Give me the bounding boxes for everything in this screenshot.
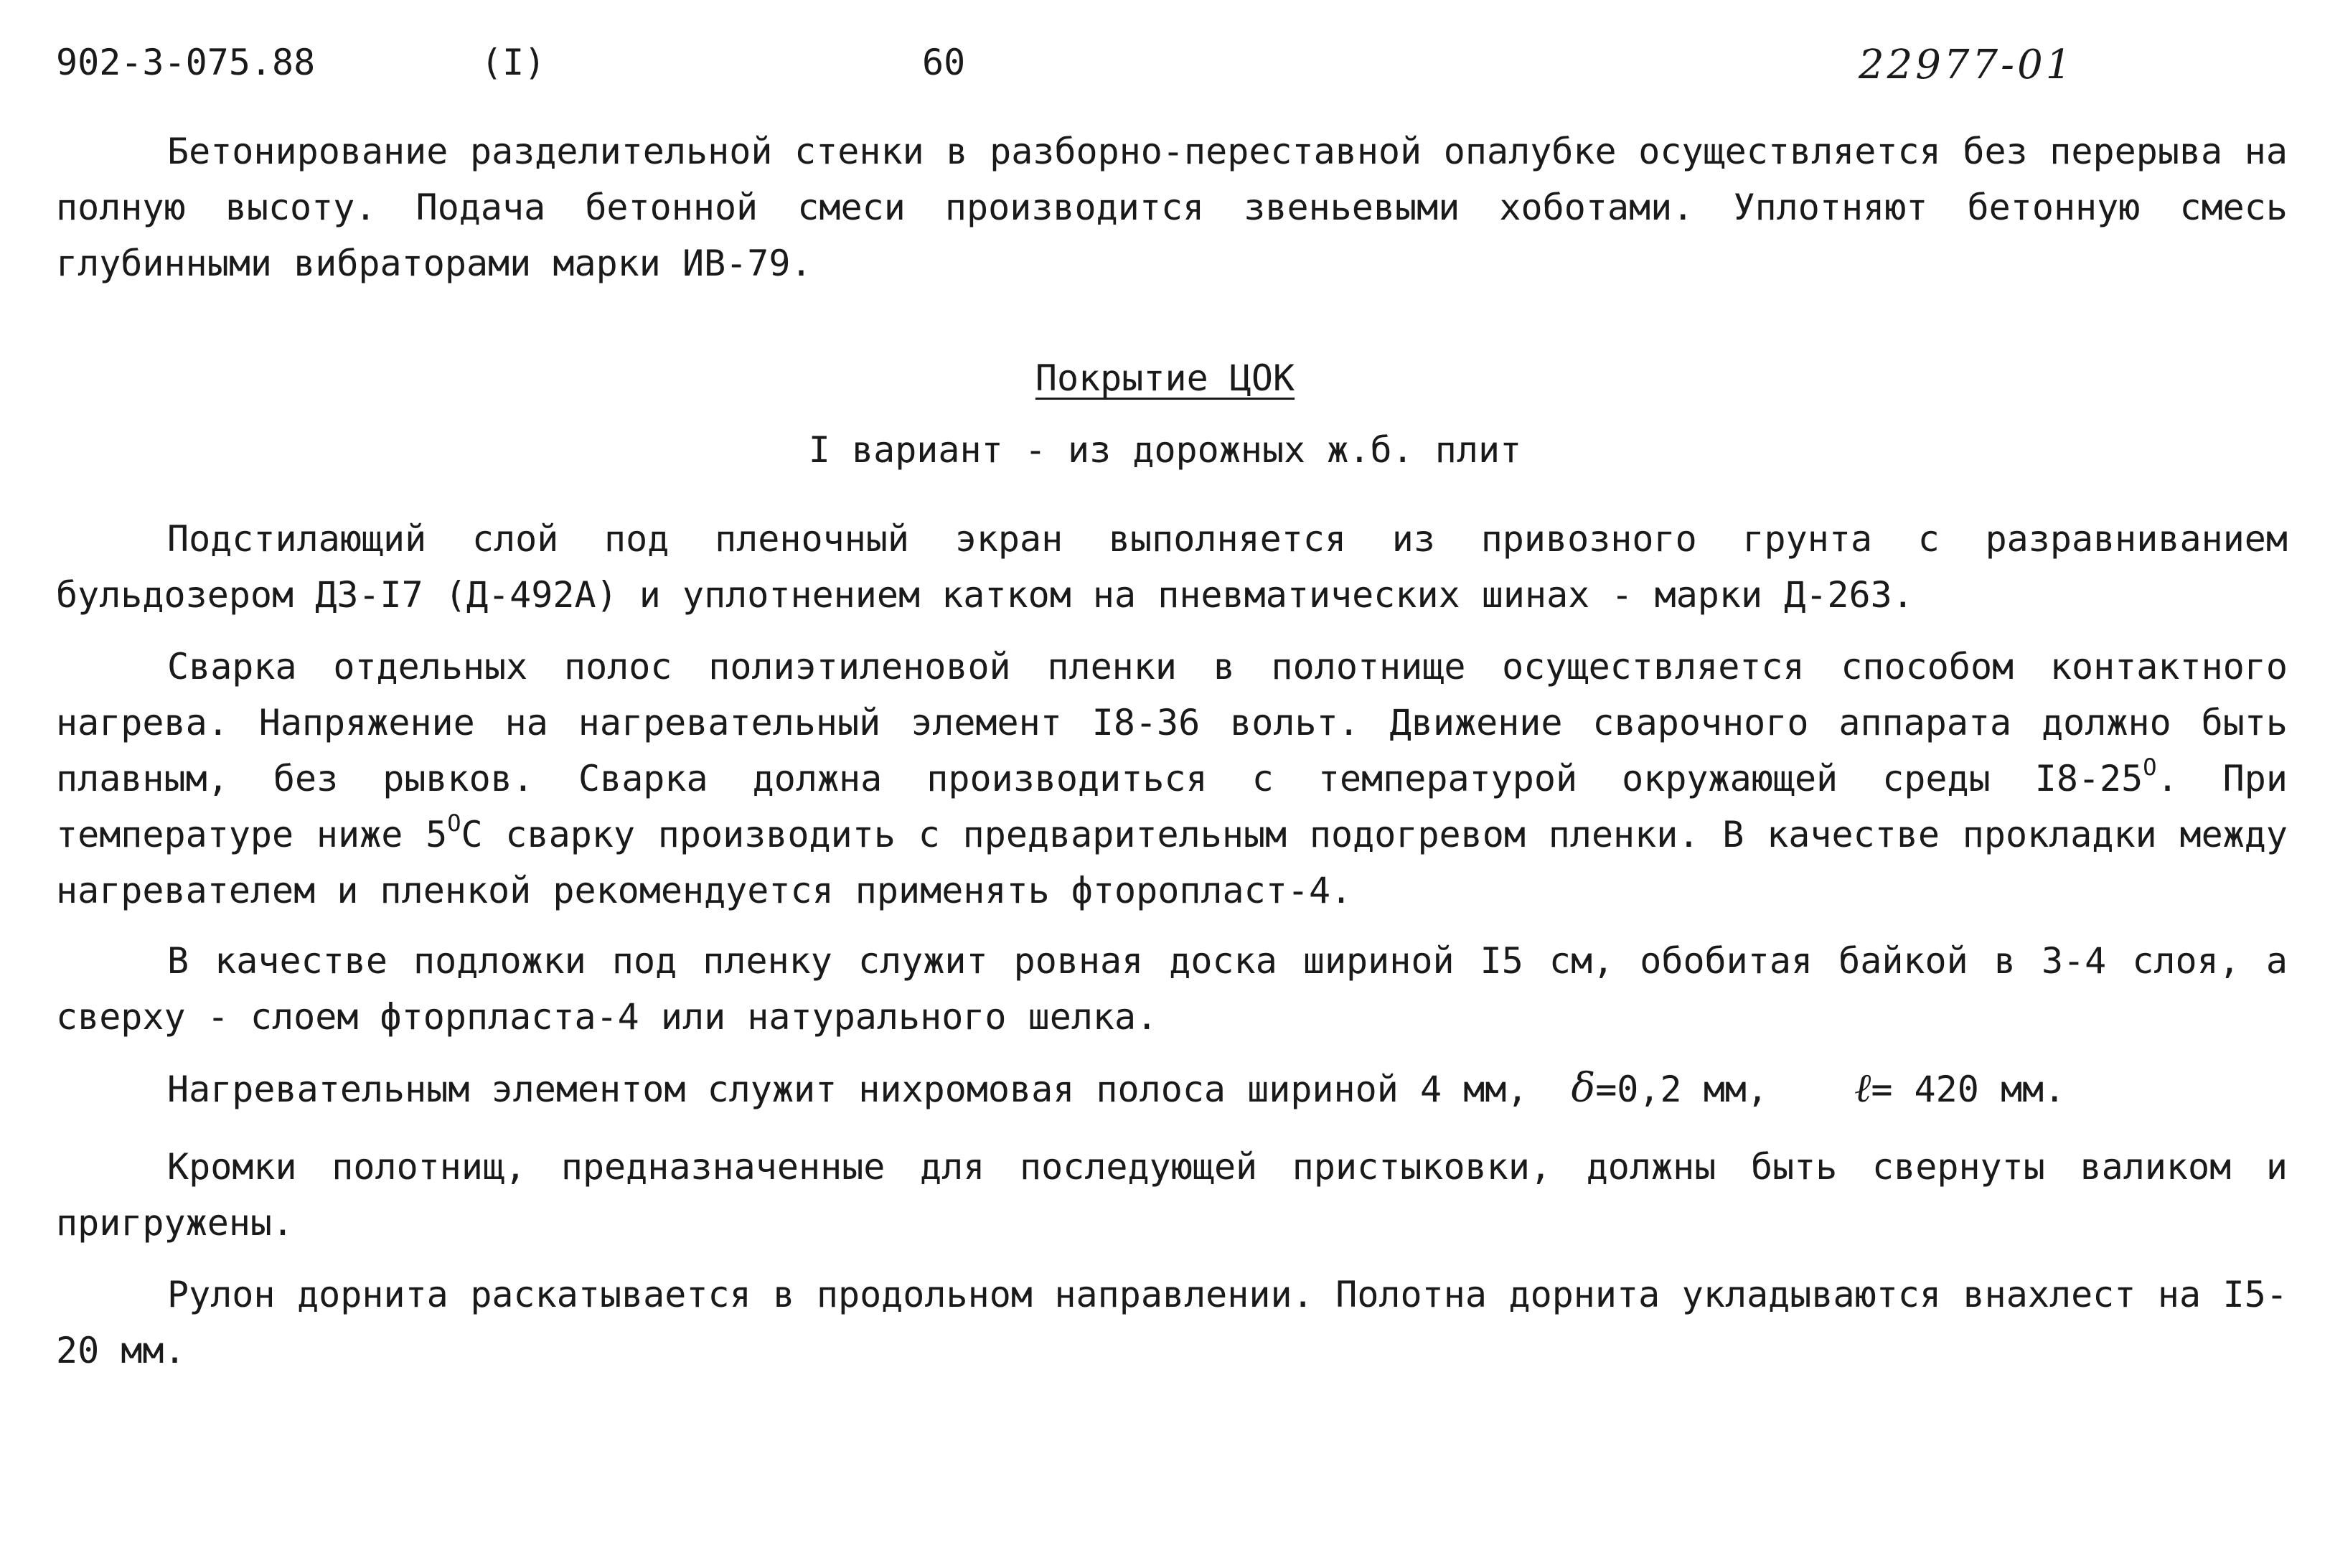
degree-sign: O (2143, 754, 2157, 781)
paragraph-text: Кромки полотнищ, предназначенные для последующей пристыковки, должны быть свернуты валиком и пригружены. (56, 1146, 2288, 1244)
paragraph-underlayer (56, 511, 2288, 623)
paragraph-text: Бетонирование разделительной стенки в разборно-переставной опалубке осуществляется без перерыва на полную высоту. Подача бетонной смеси производится звеньевыми хоботами. Уплотняют бетонную смесь глубинными вибраторами марки ИВ-79. (56, 131, 2288, 284)
paragraph-text (56, 639, 2288, 919)
section-subtitle: I вариант - из дорожных ж.б. плит (808, 429, 1522, 471)
heating-element-text: Нагревательным элементом служит нихромовая полоса шириной 4 мм, (167, 1069, 1528, 1110)
welding-text-part1: Сварка отдельных полос полиэтиленовой пленки в полотнище осуществляется способом контактного нагрева. Напряжение на нагревательный элемент I8-36 вольт. Движение сварочного аппарата должно быть плавным, без рывков. Сварка должна производиться с температурой окружающей среды I8-25 (56, 646, 2288, 799)
page-number: 60 (922, 42, 966, 83)
length-symbol: ℓ (1854, 1065, 1871, 1112)
inventory-number: 22977-01 (1859, 42, 2075, 88)
delta-value: =0,2 мм, (1595, 1069, 1769, 1110)
length-value: = 420 мм. (1871, 1069, 2066, 1110)
section-title (0, 350, 2330, 406)
section-title-text: Покрытие ЦОК (1035, 357, 1295, 399)
delta-symbol: δ (1571, 1065, 1596, 1112)
paragraph-welding (56, 639, 2288, 919)
paragraph-edges (56, 1139, 2288, 1251)
sheet-label: (I) (481, 42, 546, 83)
welding-text-part3: С сварку производить с предварительным подогревом пленки. В качестве прокладки между нагревателем и пленкой рекомендуется применять фторопласт-4. (56, 814, 2288, 911)
paragraph-text: В качестве подложки под пленку служит ровная доска шириной I5 см, обобитая байкой в 3-4 слоя, а сверху - слоем фторпласта-4 или натурального шелка. (56, 940, 2288, 1038)
paragraph-dornit (56, 1267, 2288, 1379)
paragraph-text: Рулон дорнита раскатывается в продольном направлении. Полотна дорнита укладываются внахлест на I5-20 мм. (56, 1274, 2288, 1371)
paragraph-concreting (56, 123, 2288, 291)
page-header (0, 42, 2330, 99)
paragraph-heating-element (167, 1061, 2065, 1117)
degree-sign: O (447, 809, 461, 837)
paragraph-text: Подстилающий слой под пленочный экран выполняется из привозного грунта с разравниванием бульдозером ДЗ-I7 (Д-492А) и уплотнением катком на пневматических шинах - марки Д-263. (56, 518, 2288, 616)
welding-text-part2: . При температуре ниже 5 (56, 758, 2288, 855)
paragraph-substrate (56, 933, 2288, 1045)
document-code: 902-3-075.88 (56, 42, 316, 83)
